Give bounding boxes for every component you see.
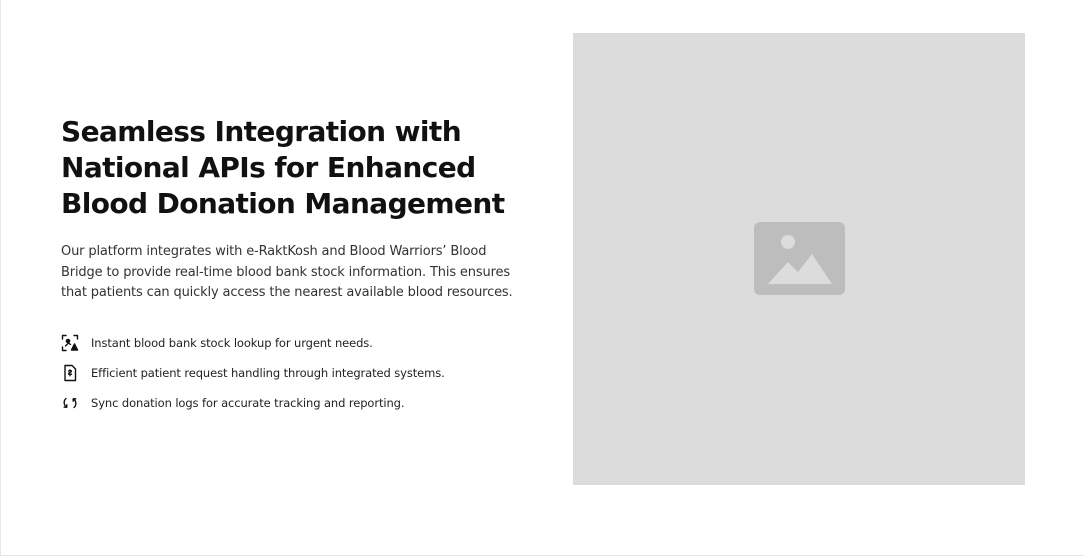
text-column — [61, 114, 531, 418]
feature-text: Sync donation logs for accurate tracking and reporting. — [91, 395, 405, 410]
feature-item-sync — [61, 388, 531, 418]
section-description: Our platform integrates with e-RaktKosh and Blood Warriors’ Blood Bridge to provide real-time blood bank stock information. This ensures that patients can quickly access the nearest available blood resources. — [61, 244, 513, 300]
image-placeholder — [573, 33, 1025, 485]
feature-item-requests — [61, 358, 531, 388]
scan-lookup-icon — [61, 334, 79, 352]
sync-icon — [61, 394, 79, 412]
feature-item-lookup — [61, 328, 531, 358]
document-icon — [61, 364, 79, 382]
image-placeholder-icon — [754, 222, 845, 295]
section-headline: Seamless Integration with National APIs for Enhanced Blood Donation Management — [61, 115, 505, 220]
feature-text: Efficient patient request handling through integrated systems. — [91, 365, 445, 380]
feature-list — [61, 328, 531, 418]
feature-text: Instant blood bank stock lookup for urgent needs. — [91, 335, 373, 350]
